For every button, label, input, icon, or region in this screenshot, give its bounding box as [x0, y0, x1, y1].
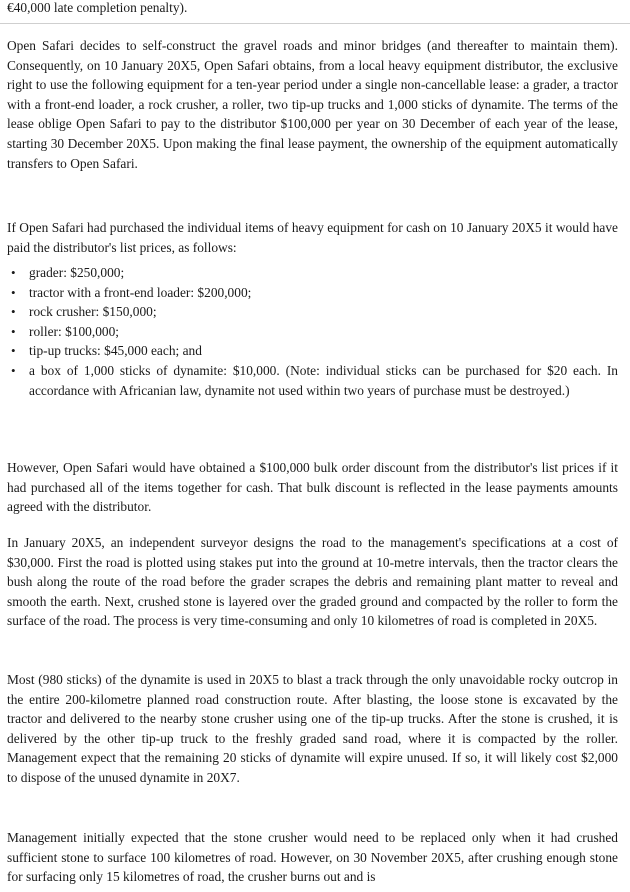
list-item-text: tip-up trucks: $45,000 each; and	[29, 343, 202, 359]
paragraph-road-design: In January 20X5, an independent surveyor designs the road to the management's specifications at a cost of $30,000. First the road is plotted using stakes put into the ground at 10-metre intervals, then the tractor clears the bush along the route of the road before the grader scrapes the debris and remaining plant matter to reveal and smooth the earth. Next, crushed stone is layered over the graded ground and compacted by the roller to form the surface of the road. The process is very time-consuming and only 10 kilometres of road is completed in 20X5.	[7, 535, 618, 629]
list-item	[7, 322, 618, 342]
list-item-text: tractor with a front-end loader: $200,000;	[29, 284, 252, 300]
bullet-icon: •	[11, 343, 16, 359]
bullet-icon: •	[11, 284, 16, 300]
list-item-text: rock crusher: $150,000;	[29, 304, 157, 320]
paragraph-lease-terms: Open Safari decides to self-construct the gravel roads and minor bridges (and thereafter to maintain them). Consequently, on 10 January 20X5, Open Safari obtains, from a local heavy equipment distributor, the exclusive right to use the following equipment for a ten-year period under a single non-cancellable lease: a grader, a tractor with a front-end loader, a rock crusher, a roller, two tip-up trucks and 1,000 sticks of dynamite. The terms of the lease oblige Open Safari to pay to the distributor $100,000 per year on 30 December of each year of the lease, starting 30 December 20X5. Upon making the final lease payment, the ownership of the equipment automatically transfers to Open Safari.	[7, 38, 618, 171]
bullet-icon: •	[11, 304, 16, 320]
paragraph-dynamite-usage: Most (980 sticks) of the dynamite is used in 20X5 to blast a track through the only unavoidable rocky outcrop in the entire 200-kilometre planned road construction route. After blasting, the loose stone is excavated by the tractor and delivered to the nearby stone crusher using one of the tip-up trucks. After the stone is crushed, it is delivered by the other tip-up truck to the freshly graded sand road, where it is compacted by the roller. Management expect that the remaining 20 sticks of dynamite will expire unused. If so, it will likely cost $2,000 to dispose of the unused dynamite in 20X7.	[7, 672, 618, 785]
list-item	[7, 341, 618, 361]
divider	[0, 23, 630, 24]
list-item	[7, 283, 618, 303]
bullet-icon: •	[11, 362, 16, 378]
paragraph-bulk-discount: However, Open Safari would have obtained a $100,000 bulk order discount from the distributor's list prices if it had purchased all of the items together for cash. That bulk discount is reflected in the lease payments amounts agreed with the distributor.	[7, 460, 618, 515]
bullet-icon: •	[11, 265, 16, 280]
list-item	[7, 263, 618, 283]
continued-text-line: €40,000 late completion penalty).	[7, 0, 188, 15]
bullet-icon: •	[11, 323, 16, 339]
paragraph-list-prices-intro: If Open Safari had purchased the individual items of heavy equipment for cash on 10 January 20X5 it would have paid the distributor's list prices, as follows:	[7, 220, 618, 255]
list-item-text: a box of 1,000 sticks of dynamite: $10,000. (Note: individual sticks can be purchased for $20 each. In accordance with Africanian law, dynamite not used within two years of purchase must be destroyed.)	[29, 362, 618, 398]
list-item	[7, 361, 618, 400]
list-item-text: grader: $250,000;	[29, 265, 125, 280]
list-item	[7, 302, 618, 322]
list-item-text: roller: $100,000;	[29, 323, 120, 339]
equipment-price-list	[7, 263, 618, 400]
paragraph-stone-crusher: Management initially expected that the stone crusher would need to be replaced only when it had crushed sufficient stone to surface 100 kilometres of road. However, on 30 November 20X5, after crushing enough stone for surfacing only 15 kilometres of road, the crusher burns out and is	[7, 830, 618, 885]
